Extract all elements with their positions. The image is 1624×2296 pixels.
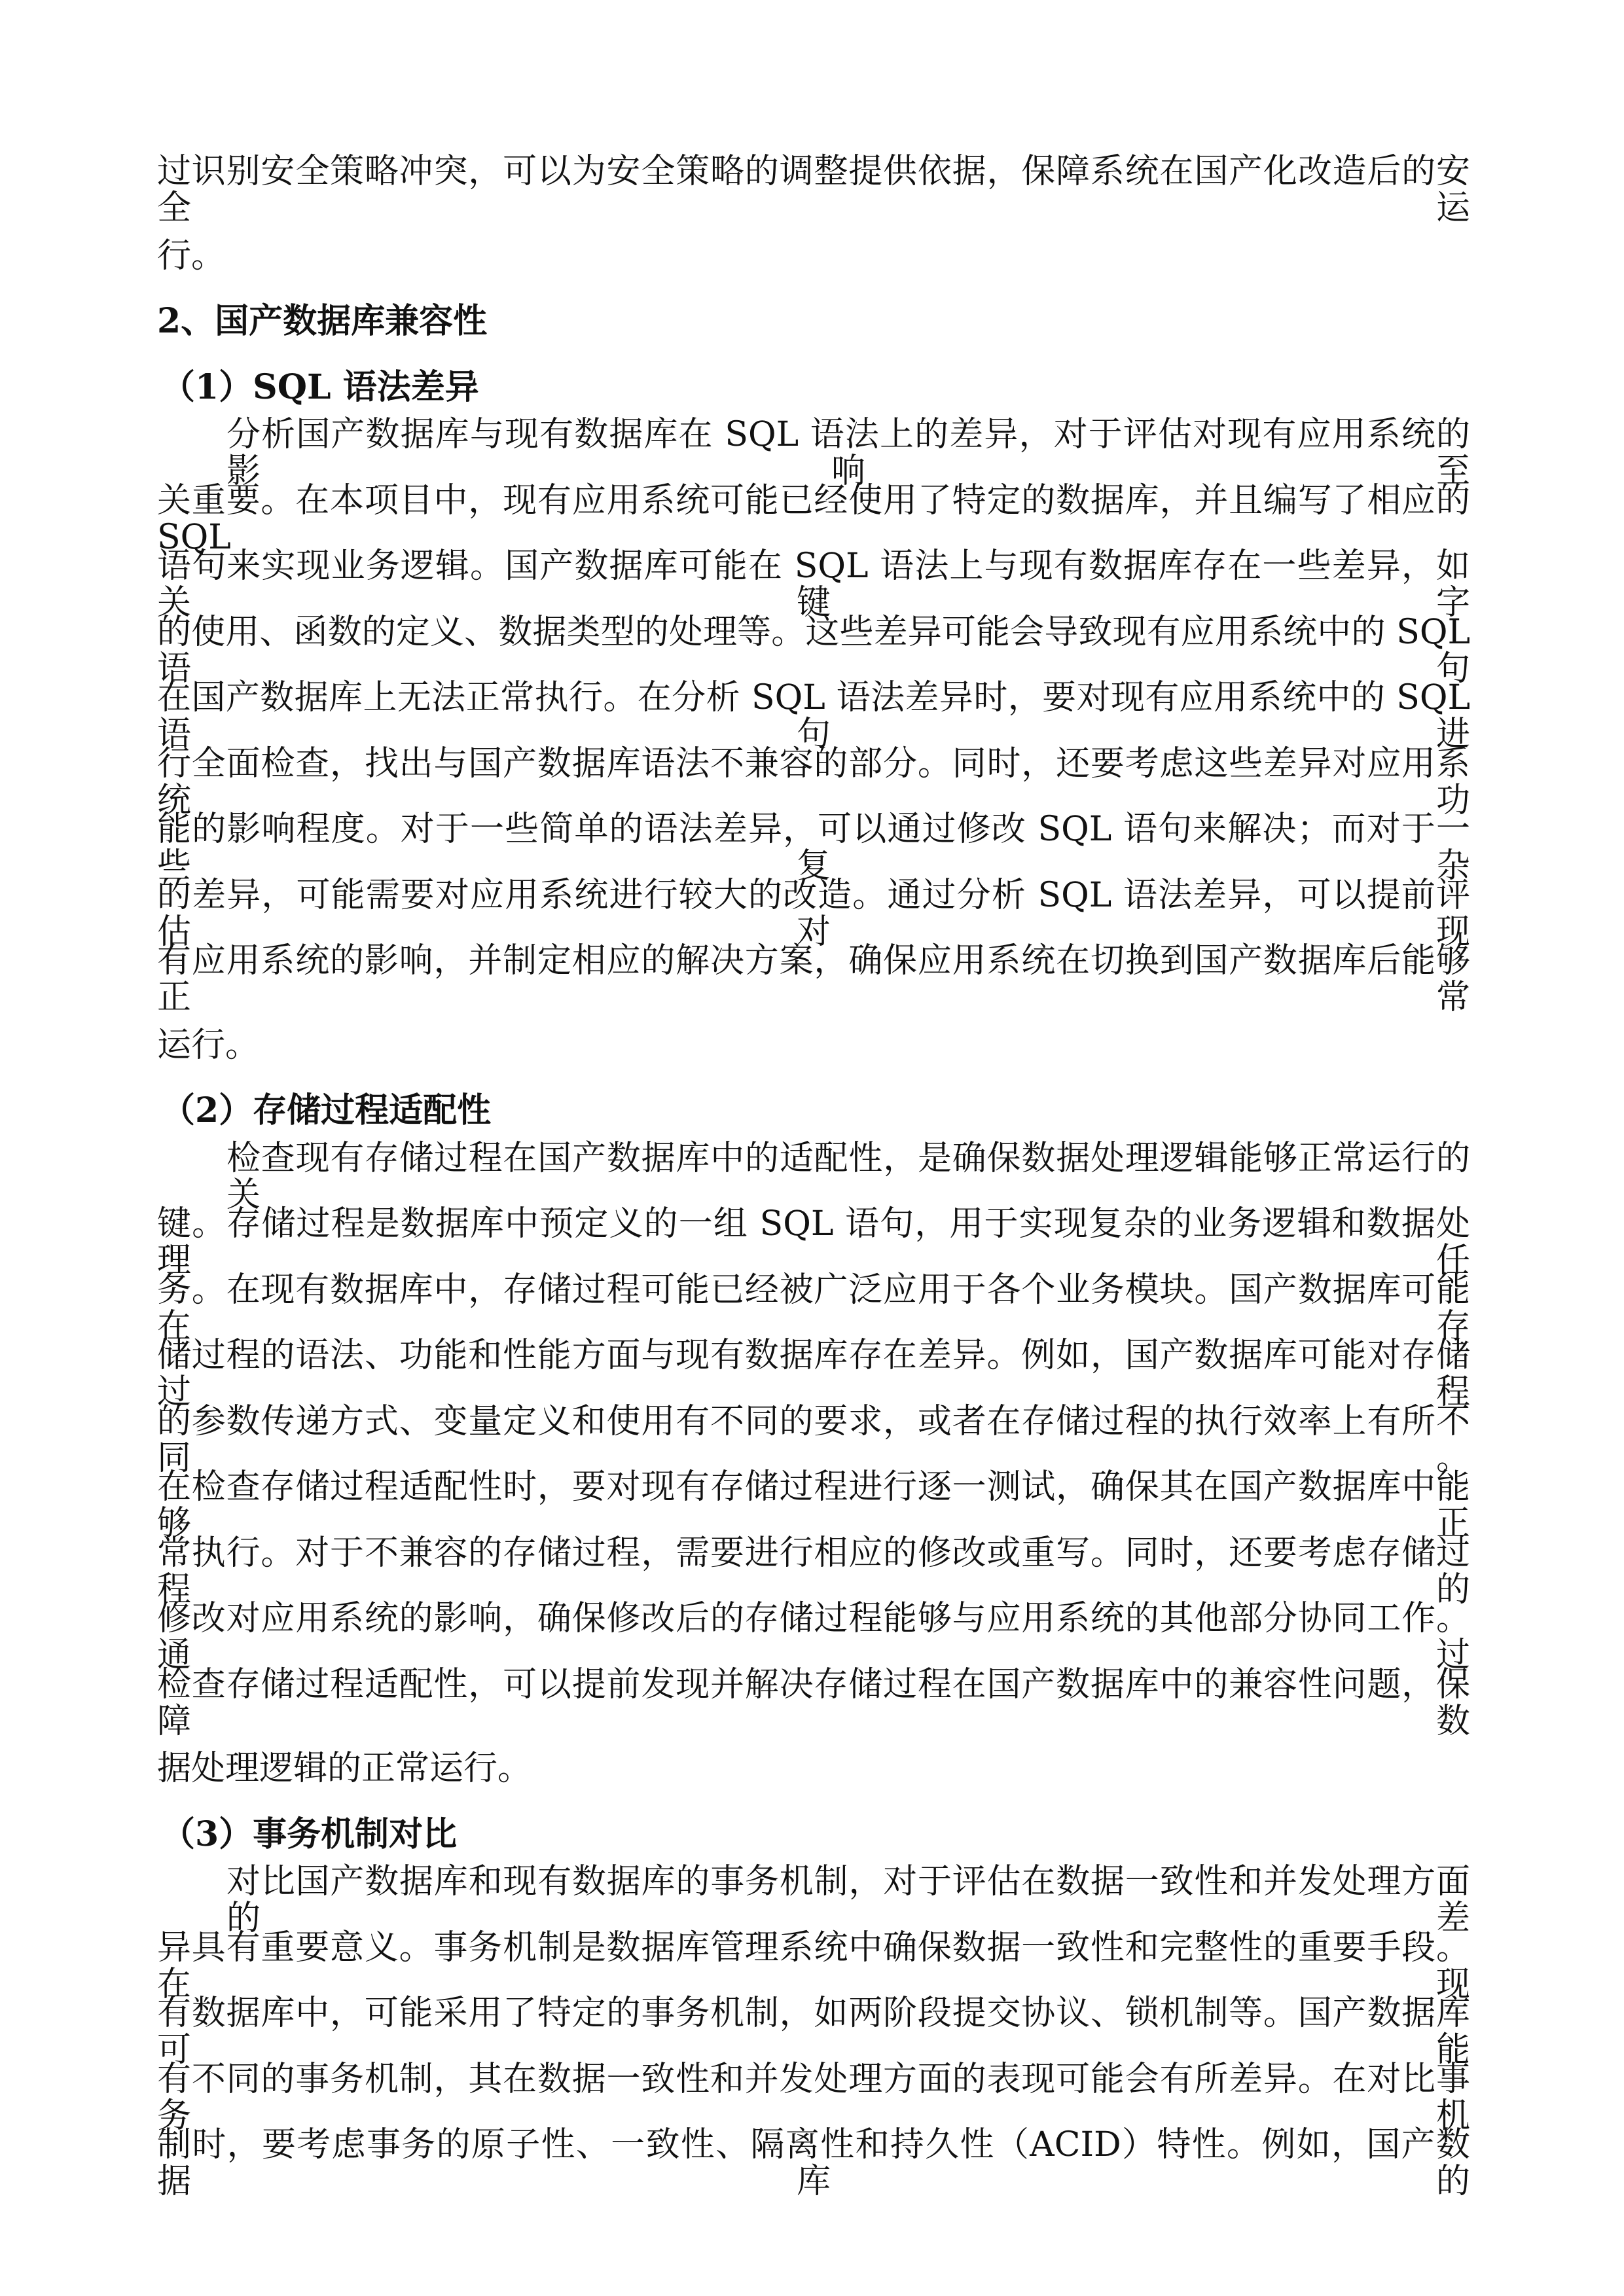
line-text: 储过程的语法、功能和性能方面与现有数据库存在差异。例如，国产数据库可能对存储过程: [157, 1336, 1470, 1412]
text-line: [157, 612, 1470, 689]
line-text: 关重要。在本项目中，现有应用系统可能已经使用了特定的数据库，并且编写了相应的 SQL: [157, 480, 1470, 557]
text-line: [157, 2125, 1470, 2202]
line-text: 能的影响程度。对于一些简单的语法差异，可以通过修改 SQL 语句来解决；而对于一些复杂: [157, 810, 1470, 886]
text-line: [157, 289, 1470, 355]
line-text: 制时，要考虑事务的原子性、一致性、隔离性和持久性（ACID）特性。例如，国产数据库的: [157, 2125, 1470, 2202]
text-line: [157, 1401, 1470, 1478]
text-line: [157, 223, 1470, 289]
subsection-heading: [157, 355, 1470, 421]
text-line: [157, 1533, 1470, 1609]
paragraph: [157, 1862, 1470, 2202]
text-line: [157, 1013, 1470, 1079]
line-text: （3）事务机制对比: [161, 1814, 458, 1854]
text-line: [157, 875, 1470, 952]
line-text: 有应用系统的影响，并制定相应的解决方案，确保应用系统在切换到国产数据库后能够正常: [157, 941, 1470, 1018]
line-text: 修改对应用系统的影响，确保修改后的存储过程能够与应用系统的其他部分协同工作。通过: [157, 1599, 1470, 1676]
line-text: 的参数传递方式、变量定义和使用有不同的要求，或者在存储过程的执行效率上有所不同。: [157, 1401, 1470, 1478]
line-text: 异具有重要意义。事务机制是数据库管理系统中确保数据一致性和完整性的重要手段。在现: [157, 1928, 1470, 2004]
line-text: 2、国产数据库兼容性: [157, 301, 488, 342]
line-text: 有数据库中，可能采用了特定的事务机制，如两阶段提交协议、锁机制等。国产数据库可能: [157, 1994, 1470, 2070]
paragraph: [157, 152, 1470, 289]
text-line: [157, 480, 1470, 557]
text-line: [157, 1336, 1470, 1412]
line-text: 键。存储过程是数据库中预定义的一组 SQL 语句，用于实现复杂的业务逻辑和数据处理任: [157, 1204, 1470, 1281]
text-line: [157, 1862, 1470, 1939]
text-line: [157, 1599, 1470, 1676]
line-text: 在检查存储过程适配性时，要对现有存储过程进行逐一测试，确保其在国产数据库中能够正: [157, 1467, 1470, 1544]
text-line: [157, 1994, 1470, 2070]
line-text: 有不同的事务机制，其在数据一致性和并发处理方面的表现可能会有所差异。在对比事务机: [157, 2059, 1470, 2136]
line-text: 行全面检查，找出与国产数据库语法不兼容的部分。同时，还要考虑这些差异对应用系统功: [157, 744, 1470, 820]
paragraph: [157, 415, 1470, 1078]
line-text: 检查现有存储过程在国产数据库中的适配性，是确保数据处理逻辑能够正常运行的关: [226, 1138, 1470, 1215]
line-text: 在国产数据库上无法正常执行。在分析 SQL 语法差异时，要对现有应用系统中的 SQL 语句进: [157, 678, 1470, 755]
text-line: [157, 1078, 1470, 1144]
paragraph: [157, 1138, 1470, 1802]
text-line: [157, 2059, 1470, 2136]
document-page: [157, 152, 1470, 2202]
text-line: [157, 1467, 1470, 1544]
line-text: 对比国产数据库和现有数据库的事务机制，对于评估在数据一致性和并发处理方面的差: [226, 1862, 1470, 1939]
text-line: [157, 678, 1470, 755]
text-line: [157, 415, 1470, 492]
text-line: [157, 941, 1470, 1018]
text-line: [157, 1138, 1470, 1215]
line-text: 分析国产数据库与现有数据库在 SQL 语法上的差异，对于评估对现有应用系统的影响至: [226, 415, 1470, 492]
line-text: 的使用、函数的定义、数据类型的处理等。这些差异可能会导致现有应用系统中的 SQL 语句: [157, 612, 1470, 689]
text-line: [157, 1736, 1470, 1802]
subsection-heading: [157, 1078, 1470, 1144]
line-text: 语句来实现业务逻辑。国产数据库可能在 SQL 语法上与现有数据库存在一些差异，如关键字: [157, 547, 1470, 623]
subsection-heading: [157, 1802, 1470, 1868]
line-text: 的差异，可能需要对应用系统进行较大的改造。通过分析 SQL 语法差异，可以提前评估对现: [157, 875, 1470, 952]
text-line: [157, 744, 1470, 820]
text-line: [157, 1928, 1470, 2004]
line-text: 运行。: [157, 1025, 260, 1065]
text-line: [157, 152, 1470, 228]
line-text: 常执行。对于不兼容的存储过程，需要进行相应的修改或重写。同时，还要考虑存储过程的: [157, 1533, 1470, 1609]
line-text: 检查存储过程适配性，可以提前发现并解决存储过程在国产数据库中的兼容性问题，保障数: [157, 1664, 1470, 1741]
section-heading: [157, 289, 1470, 355]
text-line: [157, 547, 1470, 623]
line-text: 据处理逻辑的正常运行。: [157, 1749, 532, 1789]
line-text: 务。在现有数据库中，存储过程可能已经被广泛应用于各个业务模块。国产数据库可能在存: [157, 1270, 1470, 1346]
text-line: [157, 355, 1470, 421]
text-line: [157, 1802, 1470, 1868]
text-line: [157, 1664, 1470, 1741]
text-line: [157, 1204, 1470, 1281]
line-text: 过识别安全策略冲突，可以为安全策略的调整提供依据，保障系统在国产化改造后的安全运: [157, 152, 1470, 228]
text-line: [157, 1270, 1470, 1346]
line-text: （1）SQL 语法差异: [161, 367, 479, 407]
text-line: [157, 810, 1470, 886]
line-text: 行。: [157, 236, 226, 276]
line-text: （2）存储过程适配性: [161, 1090, 492, 1131]
